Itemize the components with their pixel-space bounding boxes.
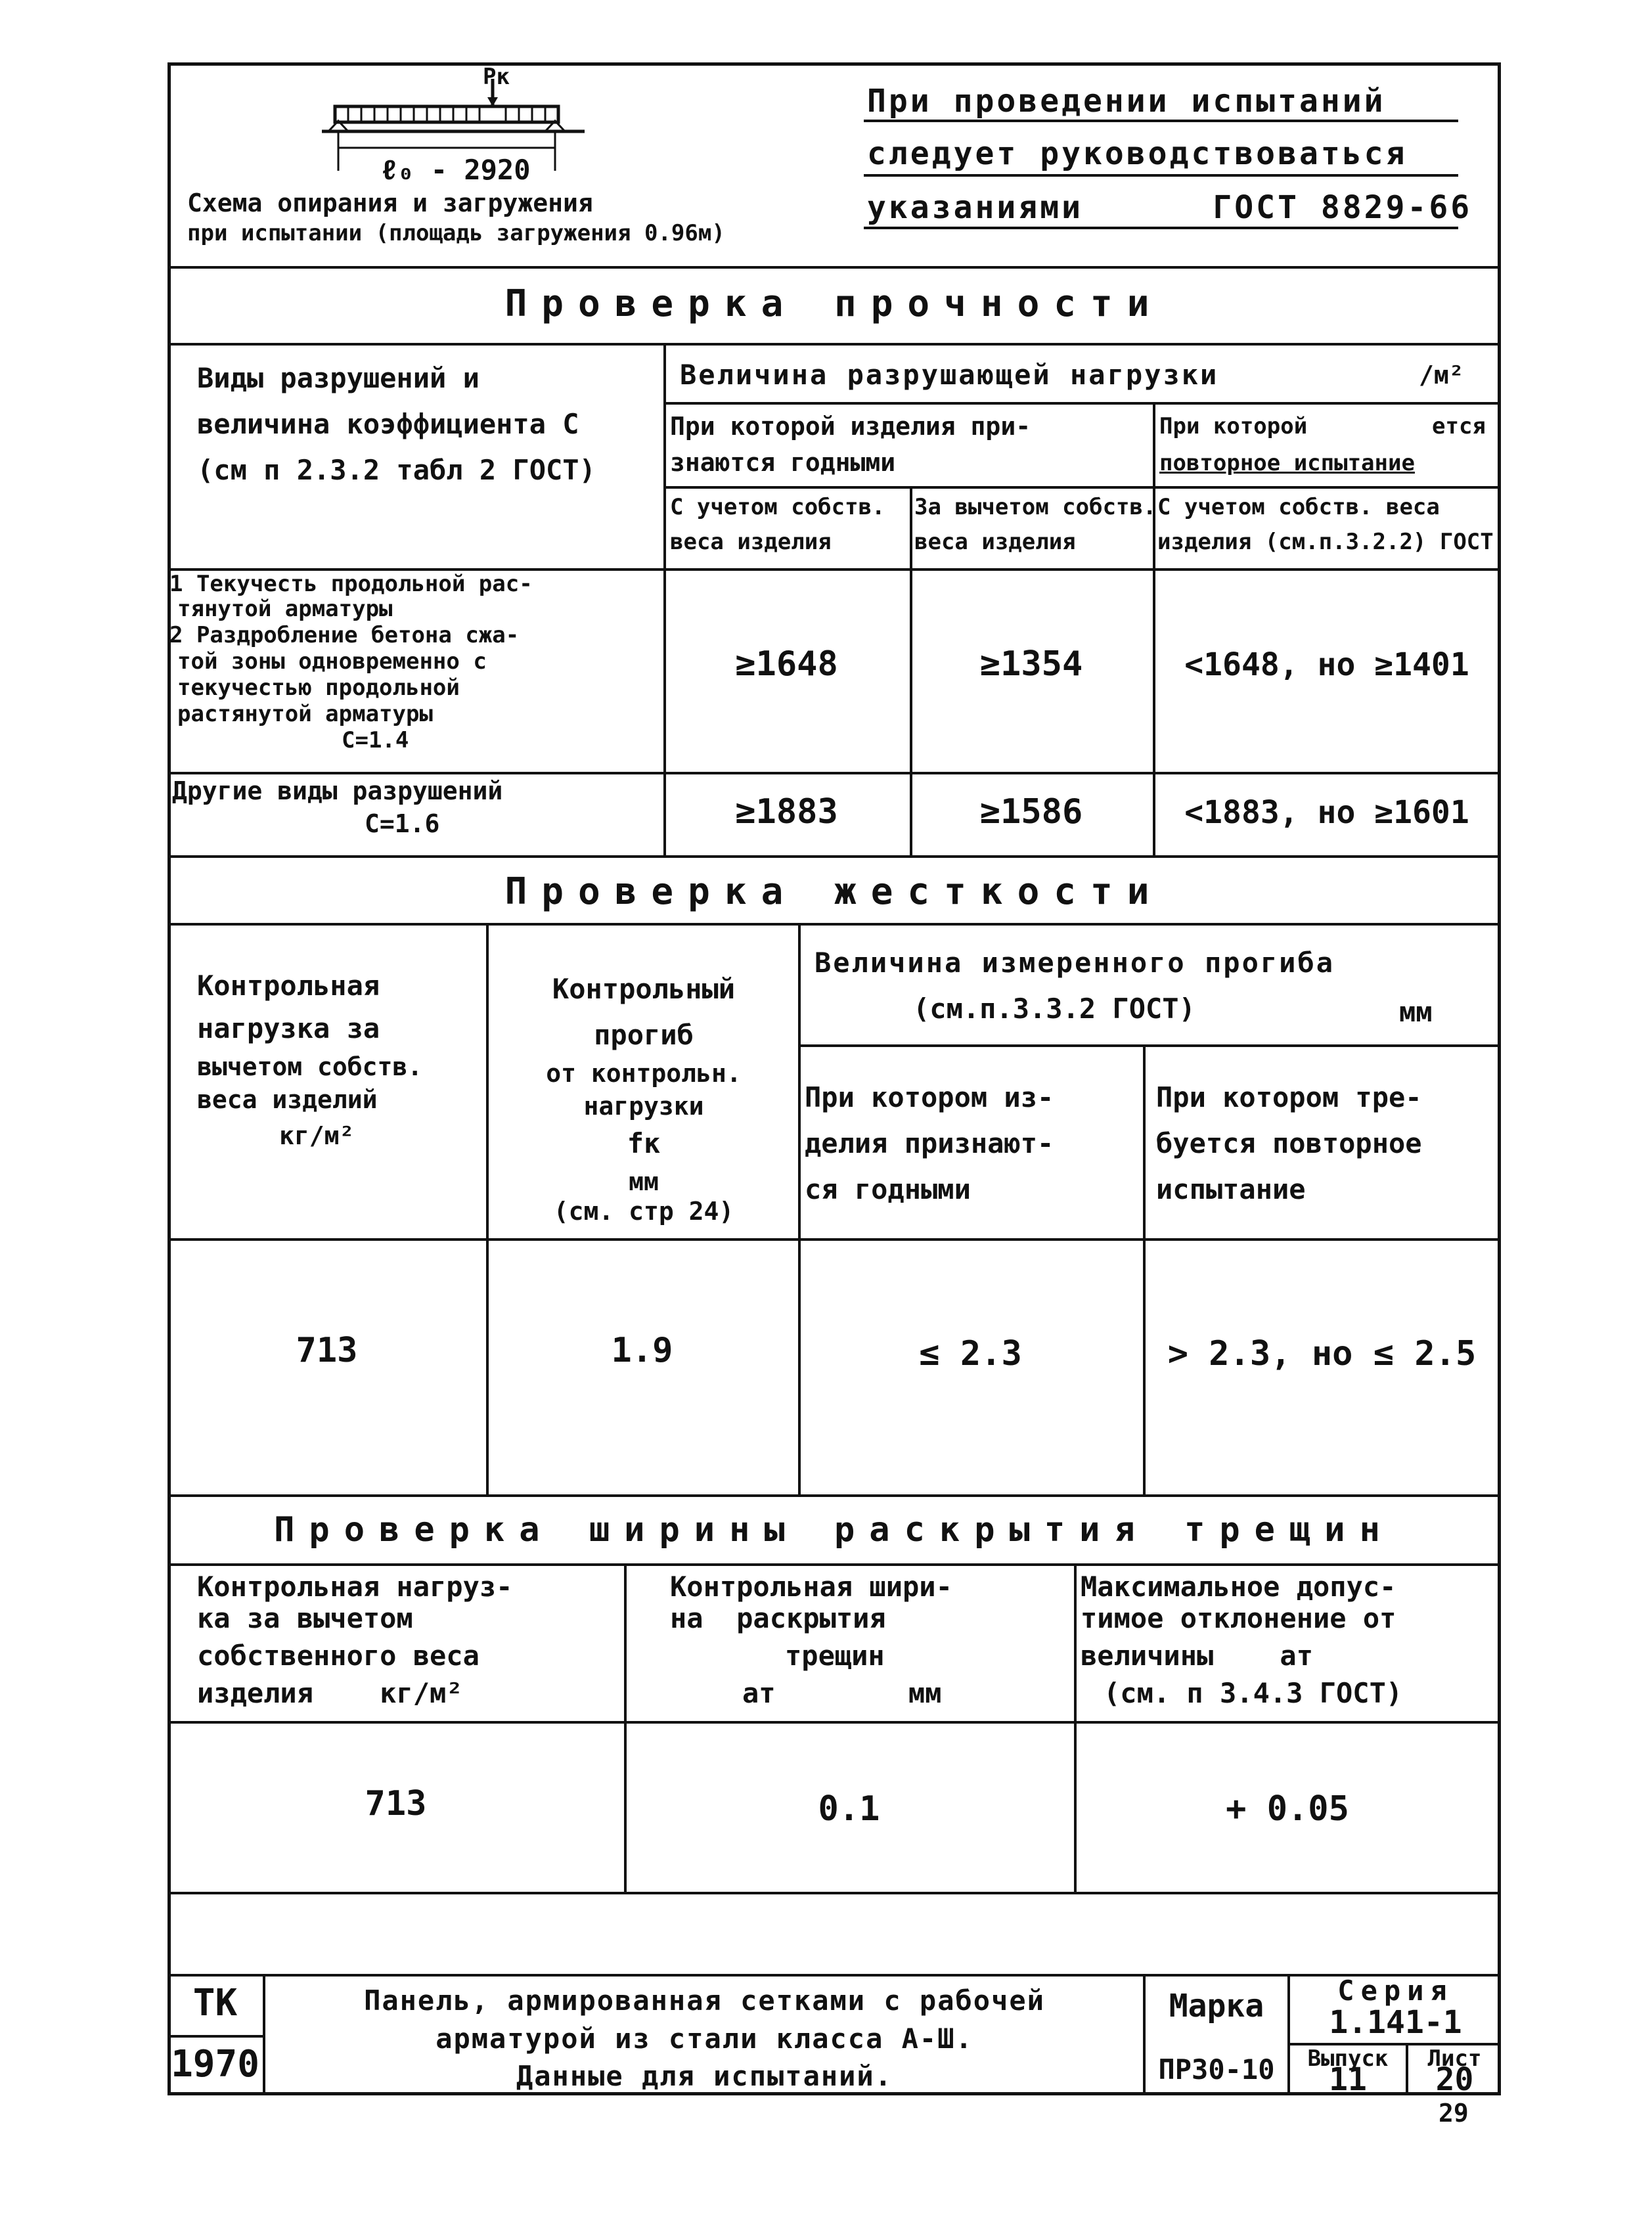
crack-col-divider-1	[624, 1563, 627, 1892]
retest-sub-header-line2: изделия (см.п.3.2.2) ГОСТ	[1157, 529, 1494, 555]
instruction-line-1: При проведении испытаний	[867, 83, 1386, 120]
crack-col1-line2: ка за вычетом	[197, 1602, 413, 1634]
stiffness-col1-line4: веса изделий	[197, 1085, 378, 1114]
stiffness-title: Проверка жесткости	[504, 870, 1164, 913]
strength-col-divider-3	[1153, 402, 1155, 855]
crack-col-divider-2	[1074, 1563, 1077, 1892]
strength-load-header: Величина разрушающей нагрузки	[680, 359, 1219, 391]
strength-row-rule	[167, 772, 1501, 774]
stiff-retest-line1: При котором тре-	[1156, 1081, 1422, 1113]
crack-col1-line4: изделия кг/м²	[197, 1677, 463, 1709]
crack-header-bottom-rule	[167, 1721, 1501, 1724]
without-weight-header-line1: За вычетом собств.	[914, 494, 1157, 520]
crack-col2-line3: трещин	[785, 1640, 885, 1672]
crack-col3-line3: величины aт	[1081, 1640, 1314, 1672]
stiffness-load-value: 713	[296, 1331, 358, 1370]
span-label: ℓ₀ - 2920	[381, 154, 531, 186]
stiffness-col1-line1: Контрольная	[197, 970, 380, 1002]
strength-col-divider-1	[663, 343, 666, 855]
stiffness-col-divider-3	[1143, 1044, 1146, 1494]
instruction-underline-1	[864, 120, 1458, 122]
strength-col1-header-line2: величина коэффициента С	[197, 408, 579, 440]
failure-type-1-line5: текучестью продольной	[177, 675, 460, 701]
crack-bottom-rule	[167, 1892, 1501, 1894]
row2-with-weight: ≥1883	[735, 792, 838, 832]
stiffness-header-bottom-rule	[167, 1238, 1501, 1241]
stiffness-col-divider-2	[798, 923, 801, 1494]
instruction-underline-3	[864, 227, 1458, 229]
failure-type-2-coef: С=1.6	[365, 809, 440, 838]
failure-type-2-line1: Другие виды разрушений	[172, 776, 503, 805]
load-label: Рк	[483, 64, 510, 90]
strength-col1-header-line1: Виды разрушений и	[197, 362, 480, 394]
title-block-divider-tk	[263, 1974, 265, 2095]
measured-header-line2: (см.п.3.3.2 ГОСТ)	[913, 993, 1195, 1025]
stiffness-col2-line3: от контрольн.	[546, 1059, 742, 1088]
stiffness-col2-line5: fк	[627, 1127, 661, 1159]
stiffness-deflection-value: 1.9	[611, 1331, 673, 1370]
tk-label: ТК	[192, 1982, 238, 2024]
scheme-caption-line2: при испытании (площадь загружения 0.96м)	[187, 220, 725, 246]
failure-type-1-line6: растянутой арматуры	[177, 701, 433, 727]
stiff-suitable-line2: делия признают-	[805, 1127, 1054, 1159]
marka-value: ПР30-10	[1158, 2053, 1275, 2086]
stiffness-measured-rule	[798, 1044, 1501, 1047]
with-weight-header-line1: С учетом собств.	[670, 494, 885, 520]
page-number: 29	[1439, 2099, 1469, 2128]
crack-width-value: 0.1	[818, 1789, 880, 1829]
retest-header-line2: повторное испытание	[1159, 450, 1415, 476]
title-block-top-rule	[167, 1974, 1501, 1977]
instruction-underline-2	[864, 174, 1458, 177]
measured-header-unit: мм	[1399, 996, 1433, 1028]
crack-title-rule	[167, 1563, 1501, 1566]
failure-type-1-line2: тянутой арматуры	[177, 596, 393, 622]
title-line-2: арматурой из стали класса А-Ш.	[435, 2022, 973, 2055]
strength-sub-header-rule	[663, 486, 1501, 489]
stiffness-bottom-rule	[167, 1494, 1501, 1497]
instruction-line-3: указаниями ГОСТ 8829-66	[867, 189, 1473, 226]
with-weight-header-line2: веса изделия	[670, 529, 832, 555]
marka-label: Марка	[1169, 1988, 1264, 2024]
crack-load-value: 713	[365, 1784, 427, 1823]
stiffness-col2-line7: (см. стр 24)	[553, 1197, 734, 1226]
stiffness-col2-line1: Контрольный	[552, 973, 736, 1005]
stiff-retest-line2: буется повторное	[1156, 1127, 1422, 1159]
stiffness-col-divider-1	[486, 923, 489, 1494]
stiff-suitable-line3: ся годными	[805, 1173, 971, 1205]
crack-col1-line3: собственного веса	[197, 1640, 480, 1672]
title-block-tk-rule	[167, 2035, 263, 2038]
row1-retest: <1648, но ≥1401	[1184, 646, 1469, 683]
row2-retest: <1883, но ≥1601	[1184, 794, 1469, 831]
retest-header-line1: При которой	[1159, 413, 1308, 439]
crack-col2-line1: Контрольная шири-	[670, 1571, 952, 1603]
crack-deviation-value: + 0.05	[1226, 1789, 1349, 1829]
title-line-3: Данные для испытаний.	[516, 2060, 893, 2092]
failure-type-1-coef: С=1.4	[342, 727, 409, 753]
header-bottom-rule	[167, 266, 1501, 269]
failure-type-1-line1: 1 Текучесть продольной рас-	[169, 571, 533, 597]
stiffness-col2-line4: нагрузки	[583, 1092, 704, 1121]
stiffness-retest-value: > 2.3, но ≤ 2.5	[1167, 1334, 1477, 1374]
suitable-header-line1: При которой изделия при-	[670, 412, 1031, 441]
crack-col2-line2: на раскрытия	[670, 1602, 886, 1634]
strength-load-unit: /м²	[1419, 361, 1464, 390]
sheet-label: Лист	[1427, 2045, 1482, 2072]
measured-header-line1: Величина измеренного прогиба	[815, 947, 1335, 979]
crack-col3-line4: (см. п 3.4.3 ГОСТ)	[1104, 1677, 1403, 1709]
stiffness-col2-line2: прогиб	[594, 1019, 694, 1051]
suitable-header-line2: знаются годными	[670, 448, 896, 477]
retest-header-line1b: ется	[1432, 413, 1486, 439]
title-line-1: Панель, армированная сетками с рабочей	[364, 1984, 1045, 2017]
row1-with-weight: ≥1648	[735, 644, 838, 684]
series-label: Серия	[1337, 1975, 1454, 2007]
stiffness-suitable-value: ≤ 2.3	[919, 1334, 1022, 1374]
instruction-line-2: следует руководствоваться	[867, 135, 1408, 172]
failure-type-1-line4: той зоны одновременно с	[177, 648, 487, 675]
failure-type-1-line3: 2 Раздробление бетона сжа-	[169, 622, 520, 648]
crack-col2-line4: aт мм	[742, 1677, 942, 1709]
issue-value: 11	[1329, 2061, 1367, 2098]
crack-col1-line1: Контрольная нагруз-	[197, 1571, 513, 1603]
stiffness-col1-line2: нагрузка за	[197, 1012, 380, 1044]
issue-label: Выпуск	[1307, 2045, 1389, 2072]
scheme-caption-line1: Схема опирания и загружения	[187, 189, 593, 217]
stiffness-col1-line5: кг/м²	[279, 1121, 355, 1150]
row1-without-weight: ≥1354	[979, 644, 1083, 684]
series-value: 1.141-1	[1329, 2004, 1462, 2041]
strength-title: Проверка прочности	[504, 282, 1164, 325]
stiff-suitable-line1: При котором из-	[805, 1081, 1054, 1113]
stiff-retest-line3: испытание	[1156, 1173, 1306, 1205]
strength-title-rule	[167, 343, 1501, 346]
crack-col3-line2: тимое отклонение от	[1081, 1602, 1396, 1634]
retest-sub-header-line1: С учетом собств. веса	[1157, 494, 1440, 520]
strength-load-header-rule	[663, 402, 1501, 405]
stiffness-title-rule	[167, 923, 1501, 926]
row2-without-weight: ≥1586	[979, 792, 1083, 832]
crack-col3-line1: Максимальное допус-	[1081, 1571, 1396, 1603]
year-label: 1970	[171, 2043, 259, 2086]
sheet-value: 20	[1435, 2061, 1474, 2098]
stiffness-col2-line6: мм	[629, 1167, 659, 1196]
crack-title: Проверка ширины раскрытия трещин	[274, 1510, 1395, 1550]
strength-col1-header-line3: (см п 2.3.2 табл 2 ГОСТ)	[197, 454, 596, 486]
stiffness-col1-line3: вычетом собств.	[197, 1052, 423, 1081]
without-weight-header-line2: веса изделия	[914, 529, 1076, 555]
strength-bottom-rule	[167, 855, 1501, 858]
